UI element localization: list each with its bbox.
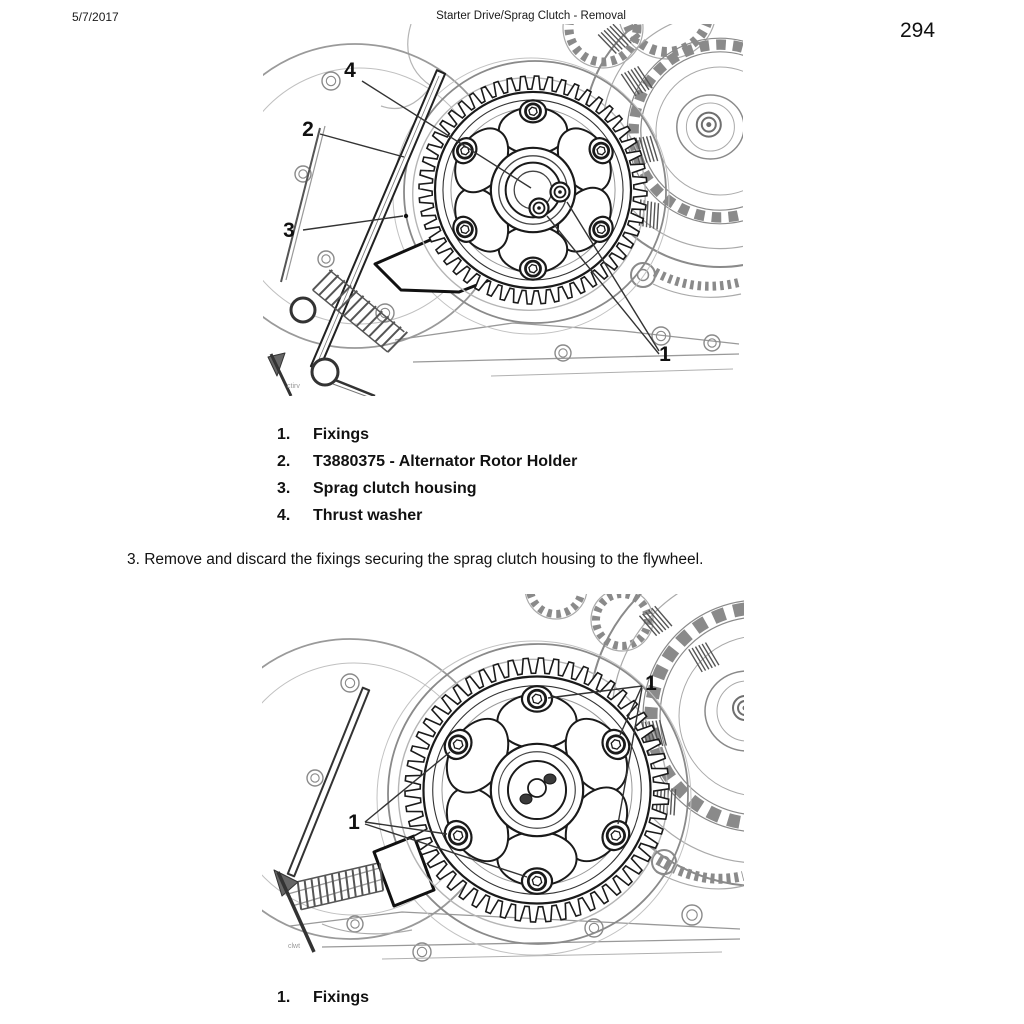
legend-item <box>277 475 577 502</box>
fixing-bolt <box>520 100 546 122</box>
callout-2-label: 2 <box>302 118 314 141</box>
background-rod <box>288 688 369 877</box>
idler-gears <box>525 594 653 651</box>
callout-1-right-label: 1 <box>645 672 657 695</box>
legend-item-label: Fixings <box>313 426 370 443</box>
figure1-illustration <box>263 24 743 396</box>
figure-caption-code: ctirv <box>287 383 300 390</box>
main-gear <box>398 658 669 929</box>
fixing-bolt <box>522 868 552 893</box>
legend-item-number: 3. <box>277 480 291 497</box>
legend-item-number: 1. <box>277 426 291 443</box>
legend-item-label: Sprag clutch housing <box>313 480 477 497</box>
legend-item <box>277 421 577 448</box>
legend-item-number: 1. <box>277 989 291 1006</box>
gear-hub <box>491 744 583 836</box>
fixing-bolt <box>520 258 546 280</box>
callout-3-label: 3 <box>283 219 295 242</box>
legend-item <box>277 502 577 529</box>
engine-rails <box>395 323 739 376</box>
legend-item-number: 2. <box>277 453 291 470</box>
hatched-section <box>689 641 719 673</box>
figure2-legend <box>277 984 369 1011</box>
callout-4-label: 4 <box>344 59 356 82</box>
legend-item <box>277 984 369 1011</box>
header-date: 5/7/2017 <box>72 10 119 24</box>
callout-1-label: 1 <box>659 343 671 366</box>
legend-item-label: Fixings <box>313 989 370 1006</box>
figure2-illustration <box>262 594 744 964</box>
tool-eye <box>291 298 315 322</box>
legend-item-label: T3880375 - Alternator Rotor Holder <box>313 453 578 470</box>
header-title: Starter Drive/Sprag Clutch - Removal <box>436 10 626 22</box>
tool-eye <box>312 359 338 385</box>
gear-hub <box>491 148 575 232</box>
fixing-bolt <box>522 686 552 711</box>
corner-flag <box>274 870 314 952</box>
step-instruction: 3. Remove and discard the fixings securing the sprag clutch housing to the flywheel. <box>127 551 704 568</box>
legend-item-number: 4. <box>277 507 291 524</box>
callout-1-left-label: 1 <box>348 811 360 834</box>
figure-caption-code: clwt <box>288 943 301 950</box>
figure1-legend <box>277 421 577 529</box>
legend-item <box>277 448 577 475</box>
page-number: 294 <box>900 19 936 42</box>
legend-item-label: Thrust washer <box>313 507 423 524</box>
starter-ring <box>631 263 741 297</box>
